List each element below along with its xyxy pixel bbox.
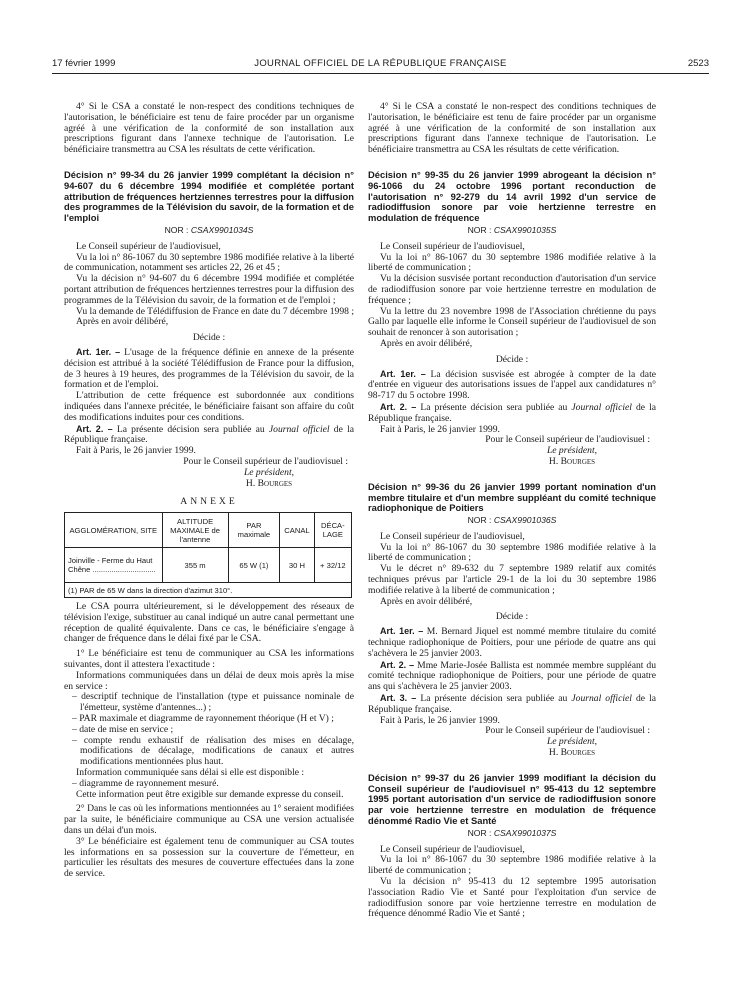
article-label: Art. 1er. – (76, 346, 121, 357)
paragraph: Après en avoir délibéré, (380, 337, 473, 349)
decision-99-37-nor (368, 828, 656, 839)
article-label: Art. 3. – (380, 693, 417, 704)
table-cell: Joinville - Ferme du Haut Chêne .............................. (65, 548, 163, 583)
table-note: (1) PAR de 65 W dans la direction d'azimut 310°. (65, 583, 352, 598)
annexe-heading: ANNEXE (180, 496, 238, 508)
header-rule (52, 73, 709, 74)
article-text: Mme Marie-Josée Ballista est nommée membre suppléant du comité technique radiophonique de Poitiers, pour une période de quatre ans qui s'achèvera le 25 janvier 2003. (368, 659, 656, 693)
signature-name: H. Bourges (548, 747, 596, 759)
list-item: – diagramme de rayonnement mesuré. (72, 777, 219, 789)
article-1 (368, 626, 656, 659)
nor-label: NOR : (467, 827, 492, 838)
table-row (65, 548, 352, 583)
article-text: de la République française. (368, 693, 656, 715)
left-column (64, 102, 354, 880)
article-text: La décision susvisée est abrogée à compter de la date d'entrée en vigueur des autorisations issues de l'appel aux candidatures n° 98-717 du 5 octobre 1998. (368, 368, 656, 402)
nor-label: NOR : (467, 515, 492, 526)
paragraph: Vu la demande de Télédiffusion de France en date du 7 décembre 1998 ; (76, 305, 354, 317)
signature-line: Pour le Conseil supérieur de l'audiovisuel : (485, 434, 650, 446)
decide-heading: Décide : (495, 611, 529, 623)
paragraph: Vu la loi n° 86-1067 du 30 septembre 1986 modifiée relative à la liberté de communication, notamment ses articles 22, 26 et 45 ; (64, 251, 354, 274)
decide-heading: Décide : (192, 332, 226, 344)
article-label: Art. 2. – (76, 423, 113, 434)
list-item: – date de mise en service ; (72, 723, 174, 735)
done-at: Fait à Paris, le 26 janvier 1999. (380, 714, 500, 726)
signature-title: Le président, (546, 736, 598, 748)
paragraph: Vu la décision n° 94-607 du 6 décembre 1994 modifiée et complétée portant attribution de fréquences hertziennes terrestres pour la diffusion des programmes de la Télévision du savoir, de la formation et de l'emploi ; (64, 273, 354, 306)
table-note-row (65, 583, 352, 598)
annexe-table (64, 512, 352, 598)
journal-officiel-ref: Journal officiel (571, 693, 632, 705)
decision-99-35-nor (368, 225, 656, 236)
header-page-number: 2523 (687, 58, 709, 69)
nor-label: NOR : (164, 224, 189, 235)
article-text: M. Bernard Jiquel est nommé membre titulaire du comité technique radiophonique de Poitiers, pour une période de quatre ans qui s'achèvera le 25 janvier 2003. (368, 626, 656, 659)
article-text: La présente décision sera publiée au (112, 423, 269, 435)
article-text: La présente décision sera publiée au (416, 693, 572, 705)
table-header: PAR maximale (228, 513, 280, 548)
table-cell: + 32/12 (314, 548, 351, 583)
article-text: L'usage de la fréquence définie en annexe de la présente décision est attribué à la société Télédiffusion de France pour la diffusion, de 3 heures à 19 heures, des programmes de la Télévision du savoir, de la formation et de l'emploi. (64, 346, 354, 391)
list-item: – descriptif technique de l'installation (type et puissance nominale de l'émetteur, système d'antennes...) ; (72, 691, 354, 714)
article-text: de la République française. (368, 401, 656, 424)
signature-title: Le président, (243, 466, 295, 478)
nor-label: NOR : (467, 224, 492, 235)
paragraph: Le Conseil supérieur de l'audiovisuel, (76, 240, 221, 252)
paragraph: Après en avoir délibéré, (76, 316, 169, 328)
table-cell: 65 W (1) (228, 548, 280, 583)
table-cell: 355 m (162, 548, 228, 583)
right-intro: 4° Si le CSA a constaté le non-respect des conditions techniques de l'autorisation, le bénéficiaire est tenu de faire procéder par un organisme agréé à une vérification de la conformité de son installation aux prescriptions figurant dans l'annexe technique de l'autorisation. Le bénéficiaire transmettra au CSA les résultats de cette vérification. (368, 101, 656, 156)
list-item: – compte rendu exhaustif de réalisation des mises en décalage, modifications de décalage, modifications de canaux et autres modifications mentionnées plus haut. (72, 734, 354, 768)
page-header (52, 58, 709, 72)
paragraph: Le Conseil supérieur de l'audiovisuel, (380, 530, 525, 542)
decision-99-36-title: Décision n° 99-36 du 26 janvier 1999 portant nomination d'un membre titulaire et d'un membre suppléant du comité technique radiophonique de Poitiers (368, 480, 656, 514)
done-at: Fait à Paris, le 26 janvier 1999. (380, 423, 500, 435)
nor-code: CSAX9901034S (190, 224, 254, 235)
signature-line: Pour le Conseil supérieur de l'audiovisuel : (183, 455, 348, 467)
article-2 (64, 424, 354, 447)
article-3 (368, 693, 656, 716)
paragraph: Le Conseil supérieur de l'audiovisuel, (380, 843, 525, 855)
paragraph: Après en avoir délibéré, (380, 595, 473, 607)
signature-title: Le président, (546, 445, 598, 457)
paragraph: 3° Le bénéficiaire est également tenu de communiquer au CSA toutes les informations en sa possession sur la couverture de l'émetteur, en particulier les résultats des mesures de couverture effectuées dans la zone de service. (64, 835, 354, 880)
table-header: DÉCA-LAGE (314, 513, 351, 548)
paragraph: Le Conseil supérieur de l'audiovisuel, (380, 240, 525, 252)
article-text: La présente décision sera publiée au (416, 401, 572, 413)
article-2 (368, 660, 656, 693)
nor-code: CSAX9901037S (493, 827, 557, 838)
paragraph: Vu le décret n° 89-632 du 7 septembre 1989 relatif aux comités techniques prévus par l'article 29-1 de la loi du 30 septembre 1986 modifiée relative à la liberté de communication ; (368, 563, 656, 596)
table-cell: 30 H (280, 548, 314, 583)
paragraph: Vu la décision n° 95-413 du 12 septembre 1995 autorisation l'association Radio Vie et Santé pour l'exploitation d'un service de radiodiffusion sonore par voie hertzienne terrestre en modulation de fréquence dénommé Radio Vie et Santé ; (368, 876, 656, 920)
paragraph: Vu la décision susvisée portant reconduction d'autorisation d'un service de radiodiffusion sonore par voie hertzienne terrestre en modulation de fréquence ; (368, 273, 656, 306)
paragraph: L'attribution de cette fréquence est subordonnée aux conditions indiquées dans l'annexe précitée, le bénéficiaire faisant son affaire du coût des modifications induites pour ces conditions. (64, 390, 354, 423)
article-label: Art. 1er. – (380, 368, 426, 379)
paragraph: Information communiquée sans délai si elle est disponible : (76, 767, 305, 779)
done-at: Fait à Paris, le 26 janvier 1999. (76, 445, 196, 457)
article-label: Art. 1er. – (380, 626, 424, 637)
signature-line: Pour le Conseil supérieur de l'audiovisuel : (485, 725, 650, 737)
signature-name: H. Bourges (245, 477, 293, 489)
paragraph: Informations communiquées dans un délai de deux mois après la mise en service : (64, 669, 354, 692)
article-text: de la République française. (64, 423, 354, 446)
decision-99-35-title: Décision n° 99-35 du 26 janvier 1999 abrogeant la décision n° 96-1066 du 24 octobre 1996 portant reconduction de l'autorisation n° 92-279 du 14 avril 1992 d'un service de radiodiffusion sonore par voie hertzienne terrestre en modulation de fréquence (368, 168, 656, 224)
paragraph: Vu la loi n° 86-1067 du 30 septembre 1986 modifiée relative à la liberté de communication ; (368, 541, 656, 564)
header-date: 17 février 1999 (52, 58, 116, 69)
decision-99-34-title: Décision n° 99-34 du 26 janvier 1999 complétant la décision n° 94-607 du 6 décembre 1994 modifiée et complétée portant attribution de fréquences hertziennes terrestres pour la diffusion des programmes de la Télévision du savoir, de la formation et de l'emploi (64, 168, 354, 224)
table-header-row (65, 513, 352, 548)
paragraph: 1° Le bénéficiaire est tenu de communiquer au CSA les informations suivantes, dont il attestera l'exactitude : (64, 648, 354, 671)
paragraph: Le CSA pourra ultérieurement, si le développement des réseaux de télévision l'exige, substituer au canal indiqué un autre canal permettant une réception de qualité équivalente. Dans ce cas, le bénéficiaire s'engage à changer de fréquence dans le délai fixé par le CSA. (64, 601, 354, 645)
nor-code: CSAX9901036S (493, 515, 557, 526)
table-header: CANAL (280, 513, 314, 548)
list-item: – PAR maximale et diagramme de rayonnement théorique (H et V) ; (72, 713, 334, 725)
journal-officiel-ref: Journal officiel (268, 423, 330, 435)
header-journal-title: JOURNAL OFFICIEL DE LA RÉPUBLIQUE FRANÇAISE (254, 58, 507, 69)
nor-code: CSAX9901035S (493, 224, 557, 235)
right-column (368, 102, 656, 920)
table-header: AGGLOMÉRATION, SITE (65, 513, 163, 548)
decision-99-34-nor (64, 225, 354, 236)
paragraph: Vu la lettre du 23 novembre 1998 de l'Association chrétienne du pays Gallo par laquelle elle informe le Conseil supérieur de l'audiovisuel de son souhait de renoncer à son autorisation ; (368, 305, 656, 339)
article-2 (368, 402, 656, 425)
article-label: Art. 2. – (380, 659, 415, 670)
signature-name: H. Bourges (548, 455, 596, 467)
article-1 (64, 347, 354, 391)
decision-99-37-title: Décision n° 99-37 du 26 janvier 1999 modifiant la décision du Conseil supérieur de l'audiovisuel n° 95-413 du 12 septembre 1995 portant autorisation d'un service de radiodiffusion sonore par voie hertzienne terrestre en modulation de fréquence dénommé Radio Vie et Santé (368, 771, 656, 827)
paragraph: 2° Dans le cas où les informations mentionnées au 1° seraient modifiées par la suite, le bénéficiaire communique au CSA une version actualisée dans un délai d'un mois. (64, 803, 354, 837)
article-1 (368, 369, 656, 402)
decide-heading: Décide : (495, 353, 529, 365)
paragraph: Vu la loi n° 86-1067 du 30 septembre 1986 modifiée relative à la liberté de communication ; (368, 854, 656, 877)
table-header: ALTITUDE MAXIMALE de l'antenne (162, 513, 228, 548)
left-intro: 4° Si le CSA a constaté le non-respect des conditions techniques de l'autorisation, le bénéficiaire est tenu de faire procéder par un organisme agréé à une vérification de la conformité de son installation aux prescriptions figurant dans l'annexe technique de l'autorisation. Le bénéficiaire transmettra au CSA les résultats de cette vérification. (64, 101, 354, 156)
decision-99-36-nor (368, 515, 656, 526)
article-label: Art. 2. – (380, 401, 417, 412)
paragraph: Cette information peut être exigible sur demande expresse du conseil. (76, 788, 344, 800)
journal-officiel-ref: Journal officiel (571, 401, 632, 413)
paragraph: Vu la loi n° 86-1067 du 30 septembre 1986 modifiée relative à la liberté de communication ; (368, 251, 656, 274)
